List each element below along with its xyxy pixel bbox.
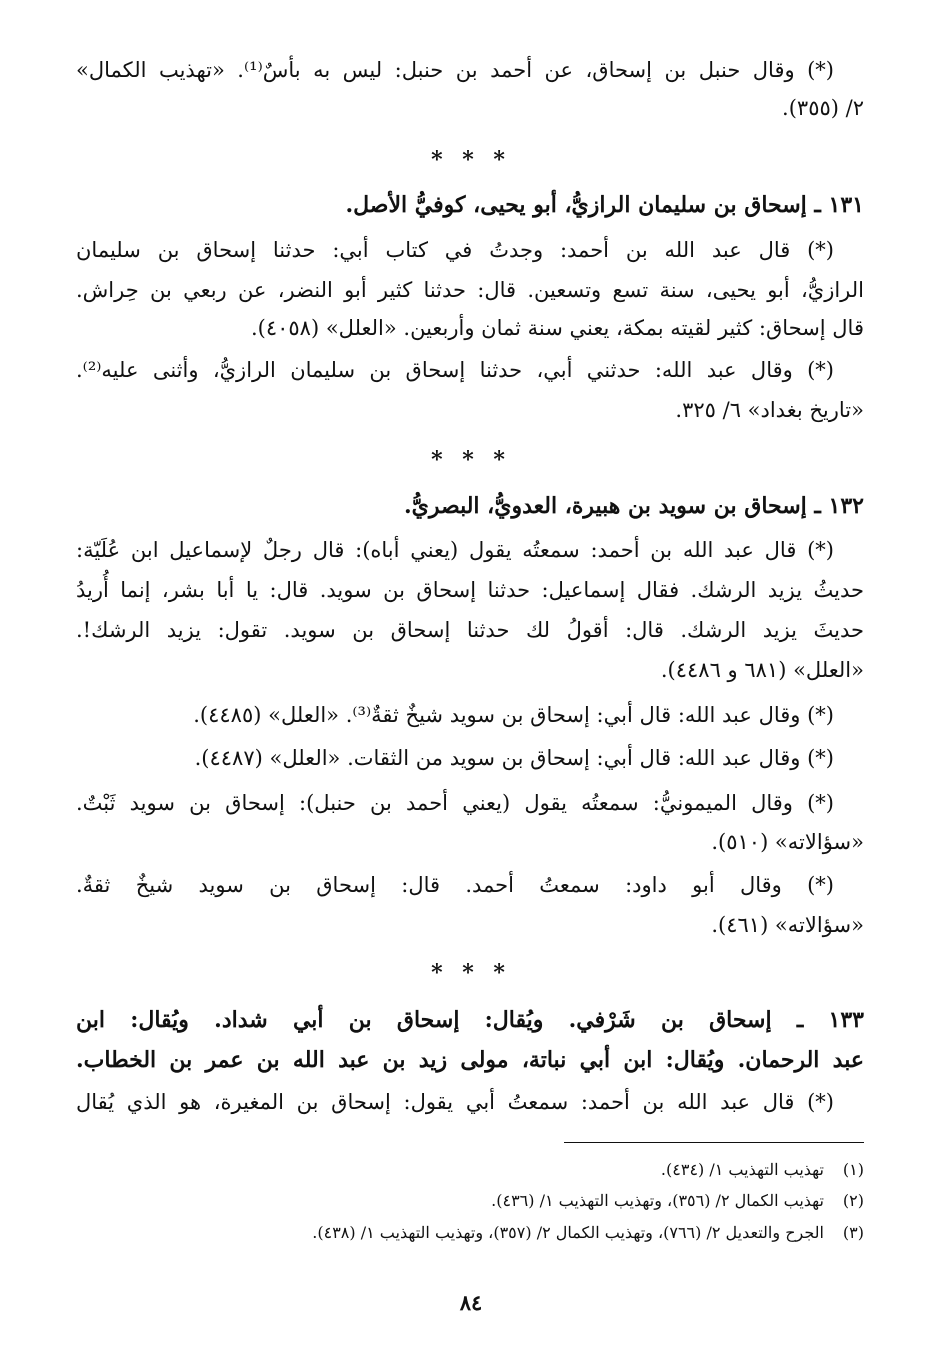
- footnote-text: تهذيب التهذيب ١/ (٤٣٤).: [660, 1160, 824, 1179]
- text-line: الرازيُّ، أبو يحيى، سنة تسع وتسعين. قال: حدثنا كثير أبو النضر، عن ربعي بن حِراش.: [76, 278, 864, 302]
- section-separator: * * *: [431, 447, 511, 473]
- text-line: «سؤالاته» (٥١٠).: [711, 830, 864, 854]
- text-line: (*) قال عبد الله بن أحمد: سمعتُ أبي يقول: إسحاق بن المغيرة، هو الذي يُقال: [76, 1090, 834, 1114]
- footnote: [76, 1218, 864, 1248]
- text-line: (*) وقال الميمونيُّ: سمعتُه يقول (يعني أحمد بن حنبل): إسحاق بن سويد ثَبْتٌ.: [76, 791, 834, 815]
- text-line: (*) وقال عبد الله: قال أبي: إسحاق بن سويد شيخٌ ثقةٌ⁽³⁾. «العلل» (٤٤٨٥).: [193, 703, 834, 727]
- entry-heading: ١٣١ ـ إسحاق بن سليمان الرازيُّ، أبو يحيى، كوفيُّ الأصل.: [345, 192, 864, 218]
- text-line: «سؤالاته» (٤٦١).: [711, 913, 864, 937]
- footnote-number: (٣): [842, 1223, 864, 1242]
- text-line: (*) وقال أبو داود: سمعتُ أحمد. قال: إسحاق بن سويد شيخٌ ثقةٌ.: [76, 873, 834, 897]
- text-line: «تاريخ بغداد» ٦/ ٣٢٥.: [675, 398, 864, 422]
- footnote: [76, 1155, 864, 1185]
- page-number: ٨٤: [459, 1290, 483, 1315]
- footnote-separator: [564, 1142, 864, 1143]
- footnote-text: تهذيب الكمال ٢/ (٣٥٦)، وتهذيب التهذيب ١/ (٤٣٦).: [491, 1191, 824, 1210]
- entry-heading-line: عبد الرحمان. ويُقال: ابن أبي نباتة، مولى زيد بن عبد الله بن عمر بن الخطاب.: [76, 1047, 864, 1073]
- text-line: (*) وقال عبد الله: قال أبي: إسحاق بن سويد من الثقات. «العلل» (٤٤٨٧).: [194, 746, 834, 770]
- text-line: قال إسحاق: كثير لقيته بمكة، يعني سنة ثمان وأربعين. «العلل» (٤٠٥٨).: [250, 316, 864, 340]
- text-line: حديثُ يزيد الرشك. فقال إسماعيل: حدثنا إسحاق بن سويد. قال: يا أبا بشر، إنما أُريدُ: [76, 578, 864, 602]
- text-line: ٢/ (٣٥٥).: [782, 96, 864, 120]
- entry-heading: ١٣٢ ـ إسحاق بن سويد بن هبيرة، العدويُّ، البصريُّ.: [403, 493, 864, 519]
- text-line: (*) قال عبد الله بن أحمد: سمعتُه يقول (يعني أباه): قال رجلٌ لإسماعيل ابن عُلَيّة:: [76, 538, 834, 562]
- footnote-number: (٢): [842, 1191, 864, 1210]
- section-separator: * * *: [431, 147, 511, 173]
- text-line: «العلل» (٦٨١ و ٤٤٨٦).: [660, 658, 864, 682]
- text-line: (*) وقال عبد الله: حدثني أبي، حدثنا إسحاق بن سليمان الرازيُّ، وأثنى عليه⁽²⁾.: [76, 358, 834, 382]
- entry-heading-line: ١٣٣ ـ إسحاق بن شَرْفي. ويُقال: إسحاق بن أبي شداد. ويُقال: ابن: [76, 1007, 864, 1033]
- footnote-text: الجرح والتعديل ٢/ (٧٦٦)، وتهذيب الكمال ٢/ (٣٥٧)، وتهذيب التهذيب ١/ (٤٣٨).: [312, 1223, 824, 1242]
- footnote-number: (١): [842, 1160, 864, 1179]
- footnote: [76, 1186, 864, 1216]
- text-line: حديثَ يزيد الرشك. قال: أقولُ لك حدثنا إسحاق بن سويد. تقول: يزيد الرشك!.: [76, 618, 864, 642]
- text-line: (*) قال عبد الله بن أحمد: وجدتُ في كتاب أبي: حدثنا إسحاق بن سليمان: [76, 238, 834, 262]
- text-line: (*) وقال حنبل بن إسحاق، عن أحمد بن حنبل: ليس به بأسٌ⁽¹⁾. «تهذيب الكمال»: [76, 58, 834, 82]
- section-separator: * * *: [431, 960, 511, 986]
